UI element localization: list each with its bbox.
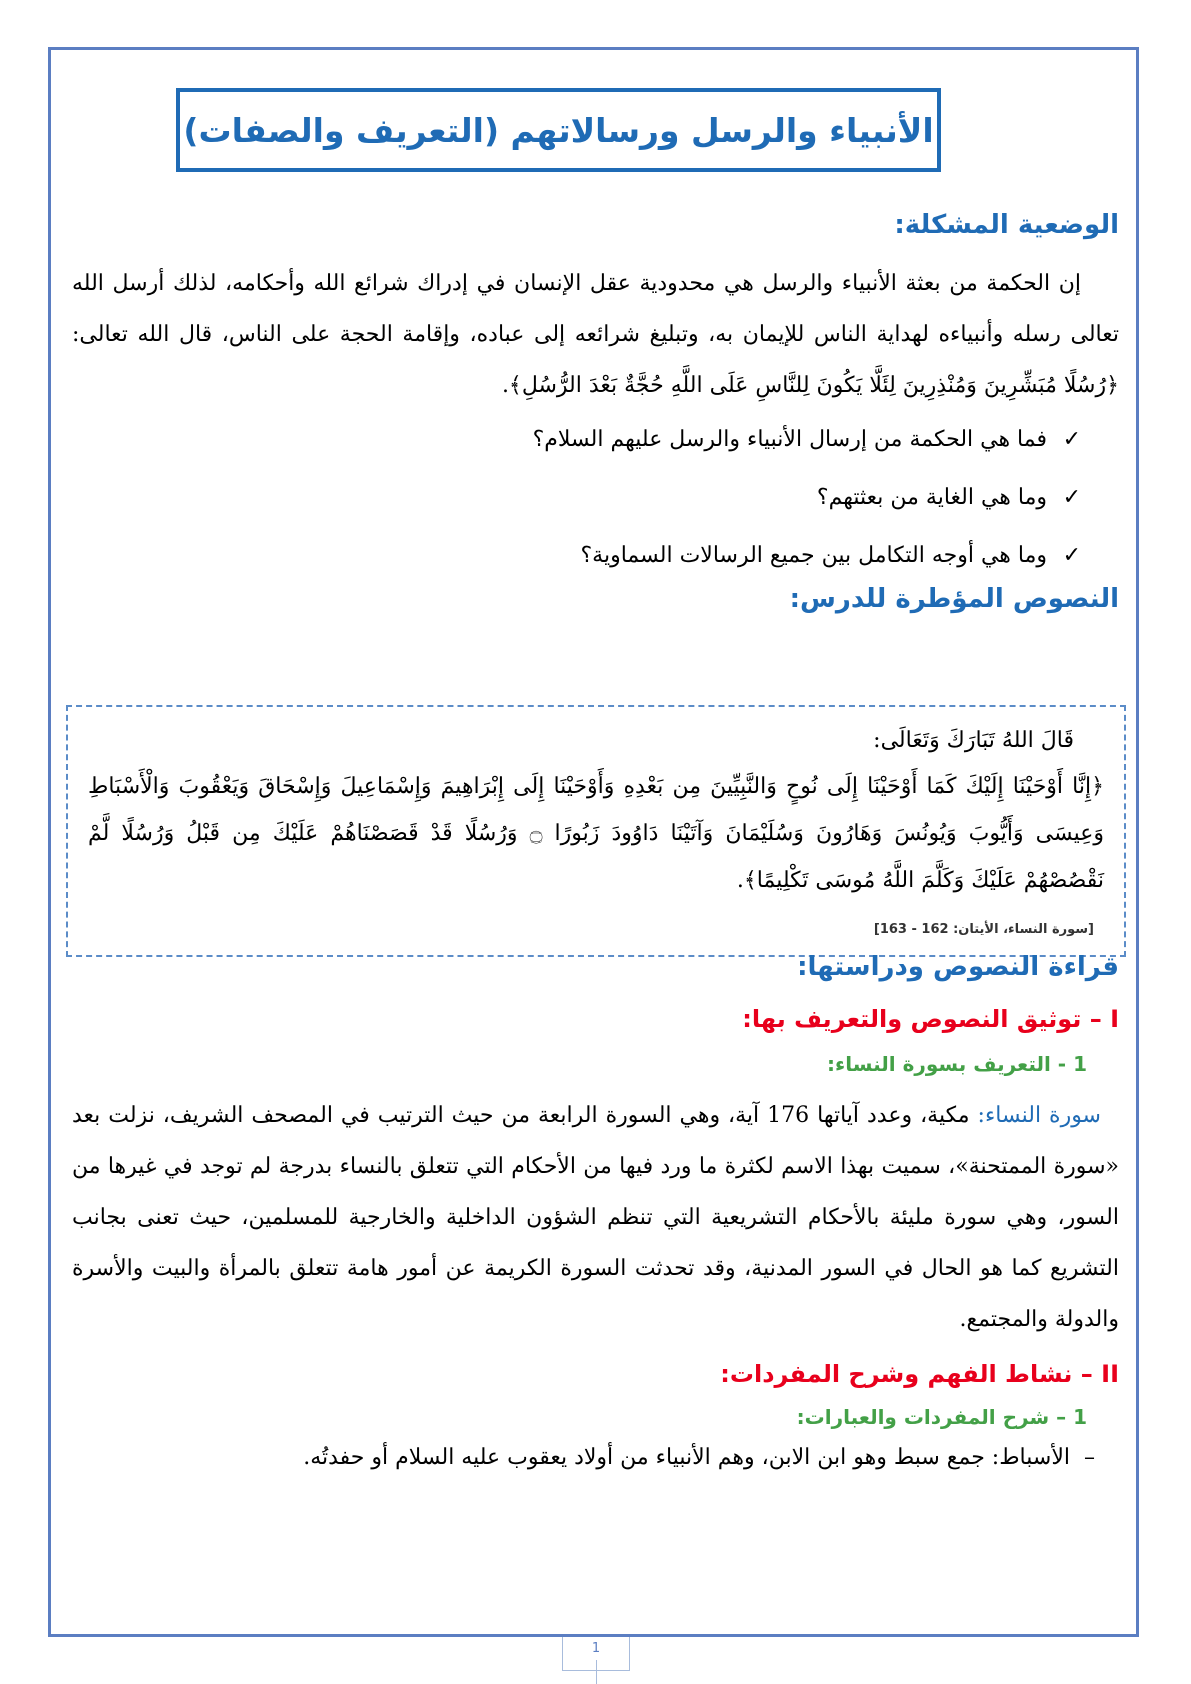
question-item xyxy=(72,410,1119,468)
verse-reference: [سورة النساء، الأيتان: 162 - 163] xyxy=(873,922,1094,937)
section-1-heading: I – توثيق النصوص والتعريف بها: xyxy=(742,1005,1119,1033)
verse-intro: قَالَ اللهُ تَبَارَكَ وَتَعَالَى: xyxy=(873,728,1074,753)
page-number-line xyxy=(596,1660,597,1684)
question-text: وما هي أوجه التكامل بين جميع الرسالات السماوية؟ xyxy=(580,542,1047,568)
problem-paragraph: إن الحكمة من بعثة الأنبياء والرسل هي محدودية عقل الإنسان في إدراك شرائع الله وأحكامه، لذلك أرسل الله تعالى رسله وأنبياءه لهداية الناس للإيمان به، وتبليغ شرائعه إلى عباده، وإقامة الحجة على الناس، قال الله تعالى: ﴿رُسُلًا مُبَشِّرِينَ وَمُنْذِرِينَ لِئَلَّا يَكُونَ لِلنَّاسِ عَلَى اللَّهِ حُجَّةٌ بَعْدَ الرُّسُلِ﴾. xyxy=(72,271,1119,398)
section-2-heading: II – نشاط الفهم وشرح المفردات: xyxy=(720,1360,1119,1388)
vocab-term: الأسباط: xyxy=(991,1445,1070,1470)
framed-texts-box xyxy=(66,705,1126,957)
problem-heading: الوضعية المشكلة: xyxy=(894,210,1119,240)
quran-verse: ﴿إِنَّا أَوْحَيْنَا إِلَيْكَ كَمَا أَوْحَيْنَا إِلَى نُوحٍ وَالنَّبِيِّينَ مِن بَعْدِهِ وَأَوْحَيْنَا إِلَى إِبْرَاهِيمَ وَإِسْمَاعِيلَ وَإِسْحَاقَ وَيَعْقُوبَ وَالْأَسْبَاطِ وَعِيسَى وَأَيُّوبَ وَيُونُسَ وَهَارُونَ وَسُلَيْمَانَ وَآتَيْنَا دَاوُودَ زَبُورًا ۝ وَرُسُلًا قَدْ قَصَصْنَاهُمْ عَلَيْكَ مِن قَبْلُ وَرُسُلًا لَّمْ نَقْصُصْهُمْ عَلَيْكَ وَكَلَّمَ اللَّهُ مُوسَى تَكْلِيمًا﴾. xyxy=(88,774,1104,893)
dash-bullet: – xyxy=(1070,1445,1095,1470)
check-icon: ✓ xyxy=(1062,484,1081,510)
questions-list xyxy=(72,410,1119,584)
subsection-1-heading: 1 - التعريف بسورة النساء: xyxy=(827,1052,1087,1076)
sura-text: مكية، وعدد آياتها 176 آية، وهي السورة الرابعة من حيث الترتيب في المصحف الشريف، نزلت بعد «سورة الممتحنة»، سميت بهذا الاسم لكثرة ما ورد فيها من الأحكام التي تتعلق بالنساء بدرجة لم توجد في غيرها من السور، وهي سورة مليئة بالأحكام التشريعية التي تنظم الشؤون الداخلية والخارجية للمسلمين، حيث تعنى بجانب التشريع كما هو الحال في السور المدنية، وقد تحدثت السورة الكريمة عن أمور هامة تتعلق بالمرأة والبيت والأسرة والدولة والمجتمع. xyxy=(72,1103,1119,1332)
subsection-2-heading: 1 – شرح المفردات والعبارات: xyxy=(796,1405,1087,1429)
check-icon: ✓ xyxy=(1062,542,1081,568)
question-text: فما هي الحكمة من إرسال الأنبياء والرسل عليهم السلام؟ xyxy=(532,426,1047,452)
check-icon: ✓ xyxy=(1062,426,1081,452)
sura-description xyxy=(72,1090,1119,1345)
page-number: 1 xyxy=(562,1637,630,1671)
vocab-definition: جمع سبط وهو ابن الابن، وهم الأنبياء من أولاد يعقوب عليه السلام أو حفدتُه. xyxy=(303,1445,992,1470)
question-text: وما هي الغاية من بعثتهم؟ xyxy=(816,484,1047,510)
question-item xyxy=(72,526,1119,584)
sura-label: سورة النساء: xyxy=(977,1103,1101,1128)
question-item xyxy=(72,468,1119,526)
reading-heading: قراءة النصوص ودراستها: xyxy=(797,952,1119,982)
texts-heading: النصوص المؤطرة للدرس: xyxy=(789,584,1119,614)
vocab-item xyxy=(72,1445,1119,1470)
page-title: الأنبياء والرسل ورسالاتهم (التعريف والصفات) xyxy=(176,88,941,172)
